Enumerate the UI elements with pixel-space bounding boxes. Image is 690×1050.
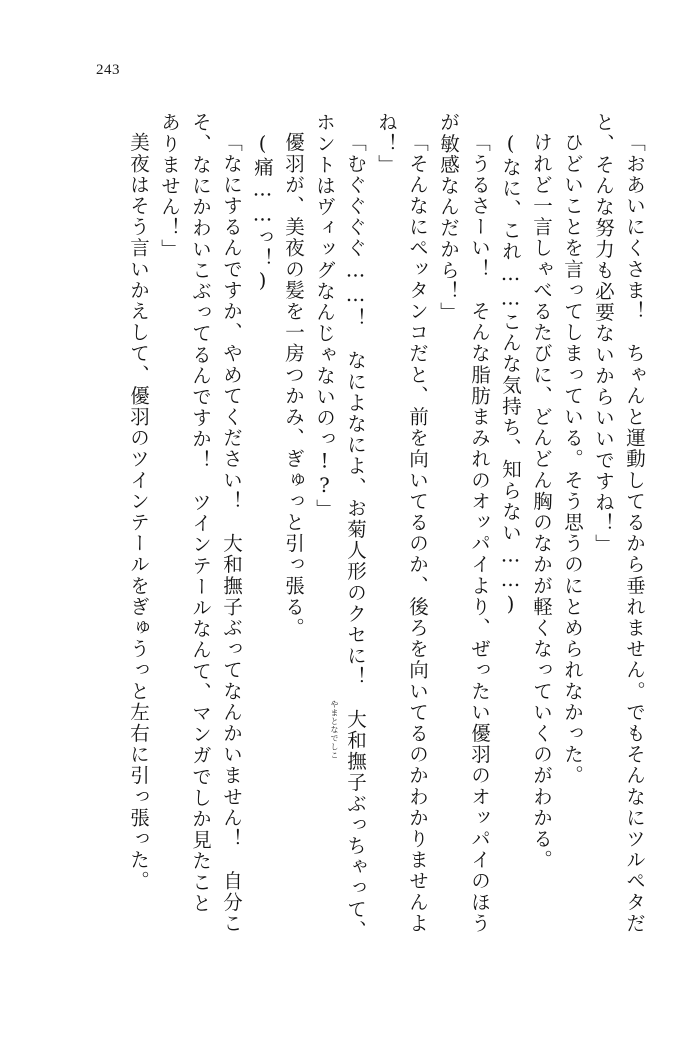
text-line: が敏感なんだから！」 <box>437 112 460 323</box>
text-line: そ、なにかわいこぶってるんですか！ ツインテールなんて、マンガでしか見たこと <box>189 112 212 914</box>
vertical-text-body <box>72 112 646 941</box>
text-line: ありません！」 <box>158 112 181 260</box>
text-line: ね！」 <box>375 112 398 176</box>
text-line: 「なにするんですか、やめてください！ 大和撫子ぶってなんかいません！ 自分こ <box>220 132 243 934</box>
text-line: 「おあいにくさま！ ちゃんと運動してるから垂れません。でもそんなにツルペタだ <box>623 132 646 934</box>
text-line: と、そんな努力も必要ないからいいですね！」 <box>592 112 615 556</box>
text-line: 優羽が、美夜の髪を一房つかみ、ぎゅっと引っ張る。 <box>282 132 305 639</box>
page-number: 243 <box>96 62 120 78</box>
text-line: (痛……っ！) <box>251 132 274 294</box>
ruby-annotation-yamato-nadeshiko: やまとなでしこ <box>330 700 339 760</box>
text-line: 「そんなにペッタンコだと、前を向いてるのか、後ろを向いてるのかわかりませんよ <box>406 132 429 934</box>
text-line: 「むぐぐぐぐ……！ なによなによ、お菊人形のクセに！ 大和撫子ぶっちゃって、 <box>344 132 367 941</box>
text-line: ひどいことを言ってしまっている。そう思うのにとめられなかった。 <box>561 132 584 787</box>
text-line: ホントはヴィッグなんじゃないのっ!?」 <box>313 112 336 520</box>
text-line: けれど一言しゃべるたびに、どんどん胸のなかが軽くなっていくのがわかる。 <box>530 132 553 871</box>
text-line: (なに、これ……こんな気持ち、知らない……) <box>499 132 522 618</box>
text-line: 美夜はそう言いかえして、優羽のツインテールをぎゅうっと左右に引っ張った。 <box>127 132 150 892</box>
text-line: 「うるさーい！ そんな脂肪まみれのオッパイより、ぜったい優羽のオッパイのほう <box>468 132 491 934</box>
